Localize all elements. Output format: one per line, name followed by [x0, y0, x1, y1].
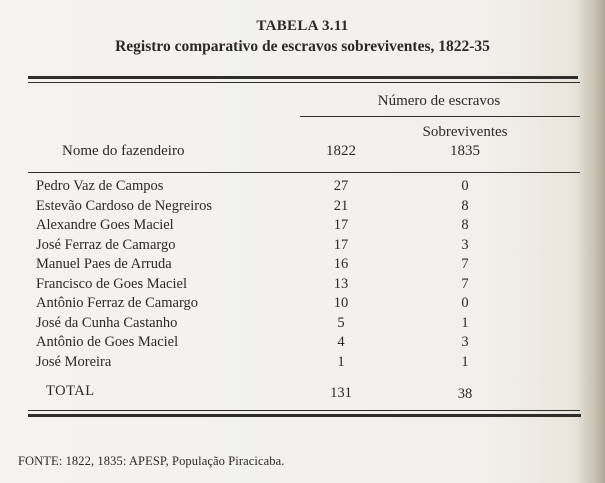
top-thin-rule [28, 82, 580, 83]
cell-1835: 3 [461, 236, 469, 253]
header-bottom-rule [28, 172, 580, 173]
total-1822: 131 [330, 385, 352, 401]
cell-1822: 27 [333, 178, 349, 194]
bottom-thick-rule [28, 414, 581, 417]
top-thick-rule [28, 76, 578, 79]
cell-name: Antônio de Goes Maciel [36, 334, 179, 350]
total-label: TOTAL [46, 383, 95, 399]
header-numero-escravos: Número de escravos [377, 93, 501, 109]
cell-name: Estevão Cardoso de Negreiros [36, 197, 212, 214]
table-row [0, 198, 605, 218]
cell-1835: 1 [461, 314, 469, 331]
table-row [0, 354, 605, 374]
table-label: TABELA 3.11 [256, 18, 349, 34]
header-nome-fazendeiro: Nome do fazendeiro [62, 143, 185, 159]
spanner-rule [300, 116, 580, 117]
cell-1822: 1 [337, 353, 345, 370]
cell-1835: 8 [461, 217, 469, 233]
table-title: Registro comparativo de escravos sobreviventes, 1822-35 [115, 38, 490, 55]
cell-1822: 16 [333, 256, 349, 272]
cell-1835: 7 [461, 275, 469, 292]
bottom-thin-rule [28, 410, 580, 411]
cell-1835: 3 [461, 334, 469, 350]
cell-1835: 7 [461, 256, 469, 272]
cell-1822: 4 [337, 334, 345, 350]
cell-1822: 10 [333, 295, 349, 311]
table-row [0, 295, 605, 315]
cell-name: José Moreira [36, 353, 112, 370]
table-row [0, 178, 605, 198]
cell-name: Pedro Vaz de Campos [36, 178, 164, 194]
cell-1822: 17 [333, 236, 349, 253]
source-footnote: FONTE: 1822, 1835: APESP, População Piracicaba. [18, 454, 285, 468]
cell-name: Alexandre Goes Maciel [36, 217, 174, 233]
header-1822: 1822 [326, 143, 356, 159]
table-body [0, 178, 605, 373]
cell-1822: 21 [333, 197, 349, 214]
cell-name: Antônio Ferraz de Camargo [36, 295, 199, 311]
total-1835: 38 [457, 386, 473, 402]
header-1835: 1835 [450, 143, 480, 159]
cell-1822: 5 [337, 314, 345, 331]
header-sobreviventes: Sobreviventes [422, 124, 508, 140]
cell-1822: 17 [333, 217, 349, 233]
cell-1835: 1 [461, 353, 469, 370]
table-row [0, 276, 605, 296]
cell-1835: 0 [461, 295, 469, 311]
cell-name: Manuel Paes de Arruda [36, 256, 172, 272]
cell-1822: 13 [333, 275, 349, 292]
table-row [0, 315, 605, 335]
table-row [0, 256, 605, 276]
table-row [0, 217, 605, 237]
table-row [0, 334, 605, 354]
cell-name: José da Cunha Castanho [36, 314, 178, 331]
cell-name: José Ferraz de Camargo [36, 236, 176, 253]
table-row [0, 237, 605, 257]
cell-1835: 0 [461, 178, 469, 194]
cell-1835: 8 [461, 197, 469, 214]
cell-name: Francisco de Goes Maciel [36, 275, 187, 292]
